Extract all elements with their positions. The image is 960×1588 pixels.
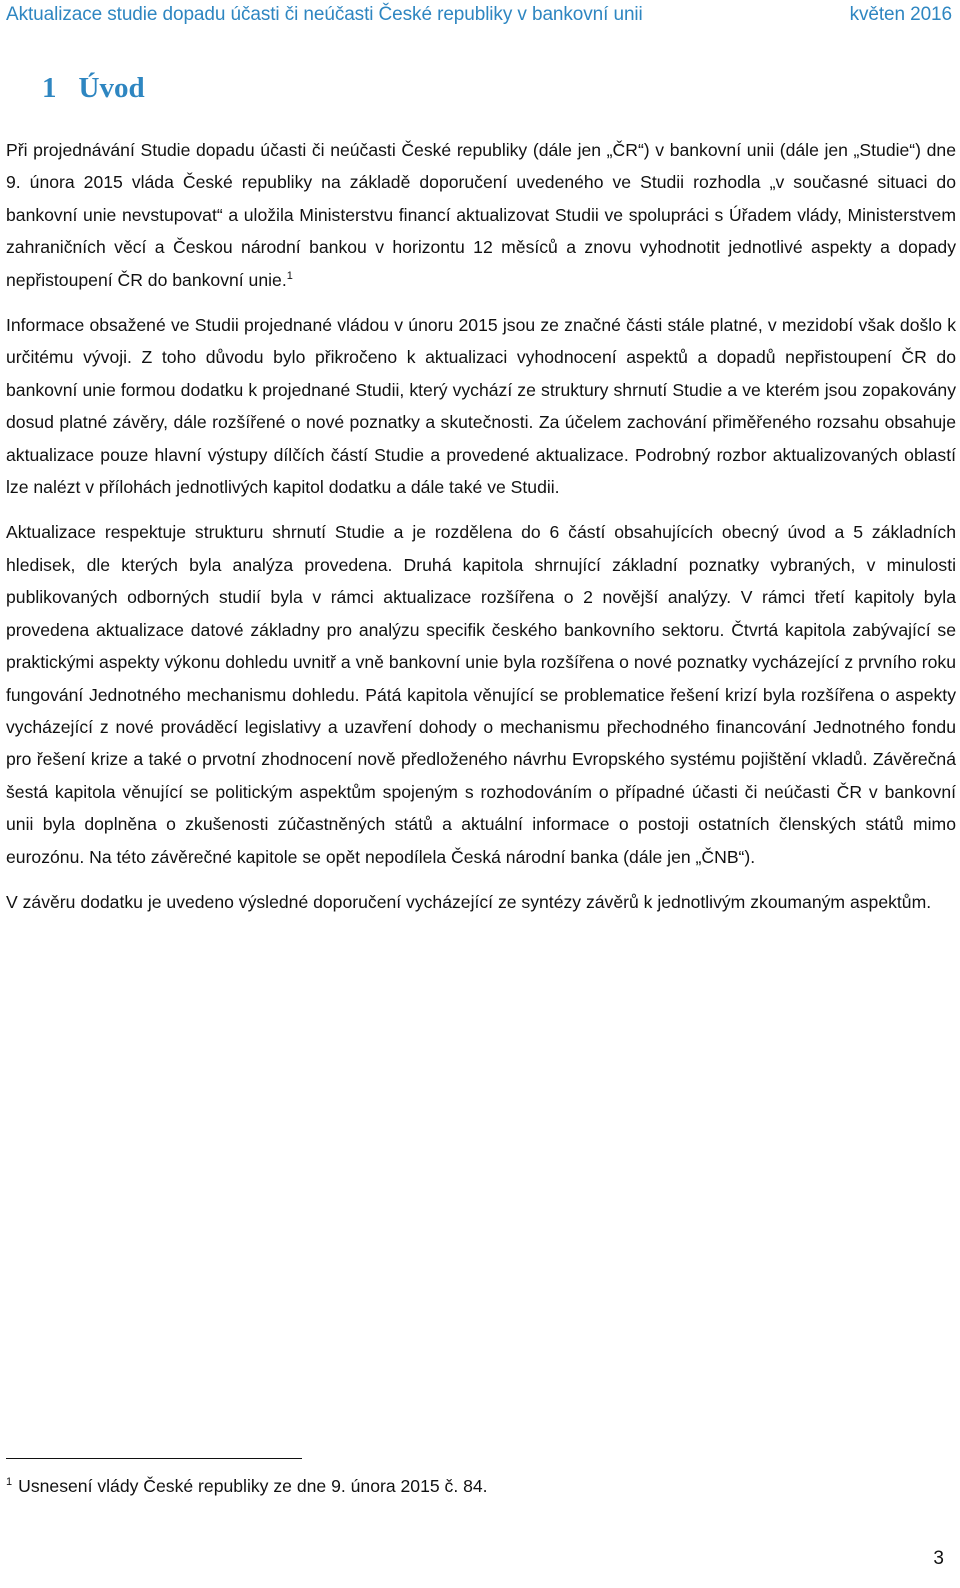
footnote <box>6 1474 488 1498</box>
paragraph-4: V závěru dodatku je uvedeno výsledné doporučení vycházející ze syntézy závěrů k jednotlivým zkoumaným aspektům. <box>6 891 932 912</box>
section-title: Úvod <box>78 72 145 104</box>
footnote-number: 1 <box>6 1476 13 1489</box>
page-number: 3 <box>933 1548 944 1569</box>
paragraph-1-text: Při projednávání Studie dopadu účasti či neúčasti České republiky (dále jen „ČR“) v bankovní unii (dále jen „Studie“) dne 9. února 2015 vláda České republiky na základě doporučení uvedeného ve Studii rozhodla „v současné situaci do bankovní unie nevstupovat“ a uložila Ministerstvu financí aktualizovat Studii ve spolupráci s Úřadem vlády, Ministerstvem zahraničních věcí a Českou národní bankou v horizontu 12 měsíců a znovu vyhodnotit jednotlivé aspekty a dopady nepřistoupení ČR do bankovní unie. <box>6 140 956 290</box>
footnote-text: Usnesení vlády České republiky ze dne 9. února 2015 č. 84. <box>18 1476 488 1496</box>
section-number: 1 <box>42 72 57 104</box>
paragraph-3: Aktualizace respektuje strukturu shrnutí Studie a je rozdělena do 6 částí obsahujících obecný úvod a 5 základních hledisek, dle kterých byla analýza provedena. Druhá kapitola shrnující základní poznatky vybraných, v minulosti publikovaných odborných studií byla v rámci aktualizace rozšířena o 2 novější analýzy. V rámci třetí kapitoly byla provedena aktualizace datové základny pro analýzu specifik českého bankovního sektoru. Čtvrtá kapitola zabývající se praktickými aspekty výkonu dohledu uvnitř a vně bankovní unie byla rozšířena o nové poznatky vycházející z prvního roku fungování Jednotného mechanismu dohledu. Pátá kapitola věnující se problematice řešení krizí byla rozšířena o aspekty vycházející z nové prováděcí legislativy a uzavření dohody o mechanismu přechodného financování Jednotného fondu pro řešení krize a také o prvotní zhodnocení nově předloženého návrhu Evropského systému pojištění vkladů. Závěrečná šestá kapitola věnující se politickým aspektům spojeným s rozhodováním o případné účasti či neúčasti ČR v bankovní unii byla doplněna o zkušenosti zúčastněných států a aktuální informace o postoji ostatních členských států mimo eurozónu. Na této závěrečné kapitole se opět nepodílela Česká národní banka (dále jen „ČNB“). <box>6 522 956 867</box>
footnote-separator <box>6 1458 302 1459</box>
paragraph-1 <box>6 134 956 296</box>
header-date: květen 2016 <box>849 4 952 25</box>
header-title: Aktualizace studie dopadu účasti či neúčasti České republiky v bankovní unii <box>6 4 643 25</box>
paragraph-2: Informace obsažené ve Studii projednané vládou v únoru 2015 jsou ze značné části stále platné, v mezidobí však došlo k určitému vývoji. Z toho důvodu bylo přikročeno k aktualizaci vyhodnocení aspektů a dopadů nepřistoupení ČR do bankovní unie formou dodatku k projednané Studii, který vychází ze struktury shrnutí Studie a ve kterém jsou zopakovány dosud platné závěry, dále rozšířené o nové poznatky a skutečnosti. Za účelem zachování přiměřeného rozsahu obsahuje aktualizace pouze hlavní výstupy dílčích částí Studie a provedené aktualizace. Podrobný rozbor aktualizovaných oblastí lze nalézt v přílohách jednotlivých kapitol dodatku a dále také ve Studii. <box>6 315 956 498</box>
running-header <box>6 4 952 34</box>
body-text <box>6 134 956 931</box>
footnote-ref[interactable]: 1 <box>286 269 293 282</box>
section-heading <box>42 72 145 105</box>
